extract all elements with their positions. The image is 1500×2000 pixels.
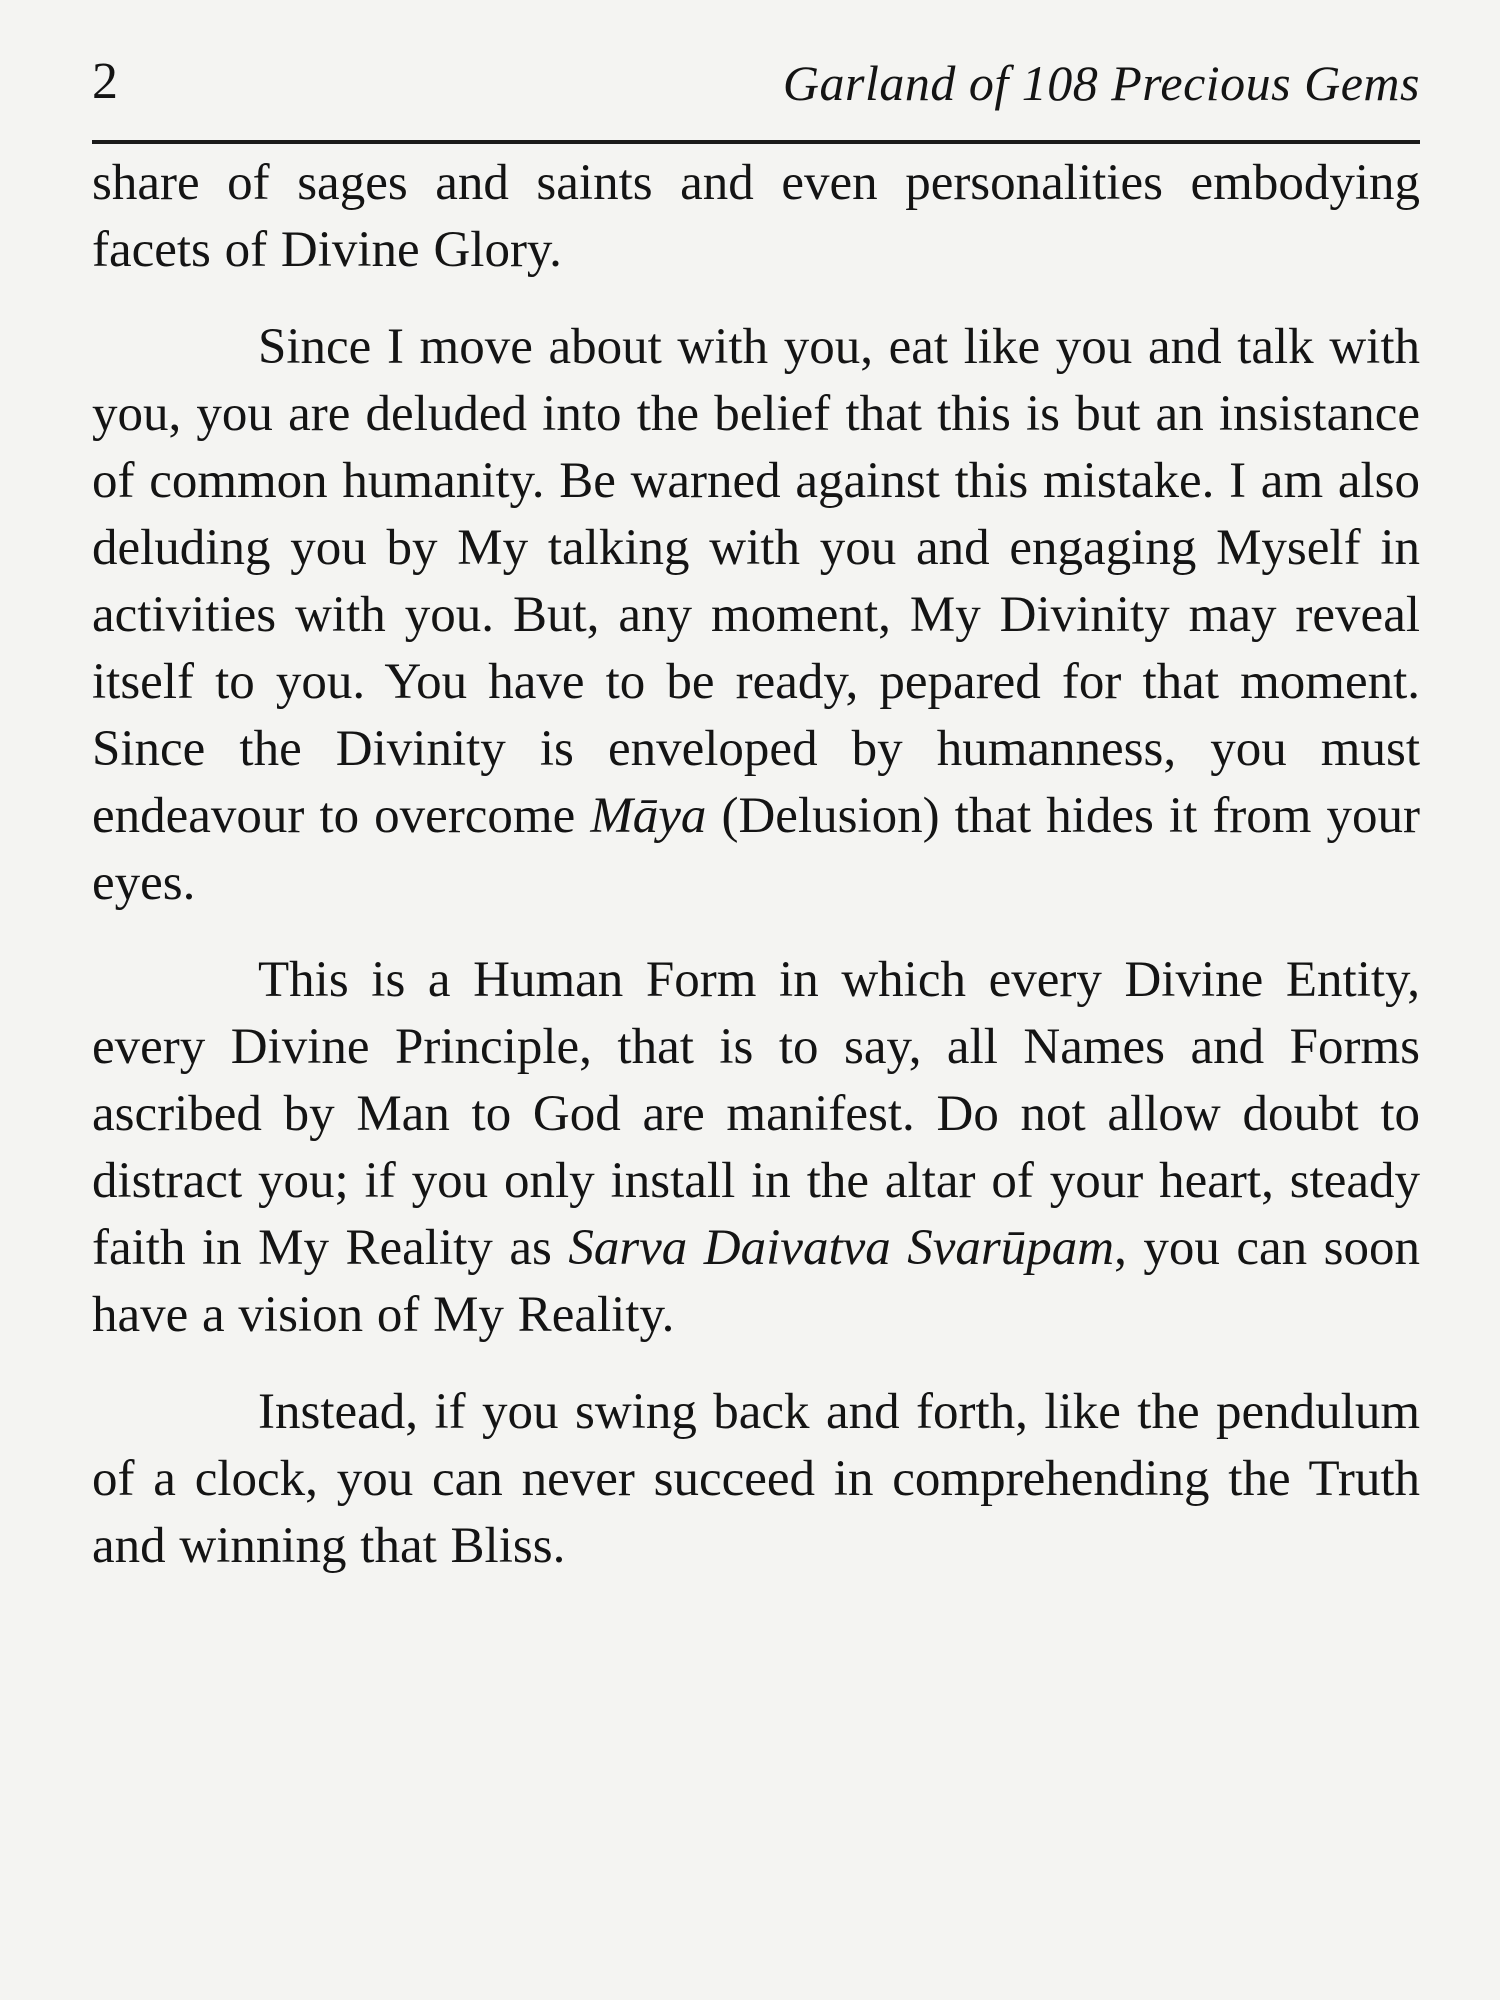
paragraph-2-italic-term: Māya: [590, 788, 707, 844]
paragraph-2-text-b: (Delusion) that hides it from your eyes.: [92, 788, 1420, 911]
paragraph-3-text-b: , you can soon have a vision of My Reality.: [92, 1220, 1420, 1343]
body-text: [92, 150, 1420, 1610]
paragraph-2: [92, 314, 1420, 917]
page-number: 2: [92, 53, 118, 110]
paragraph-4: [92, 1379, 1420, 1580]
paragraph-2-text-a: Since I move about with you, eat like you and talk with you, you are deluded into the belief that this is but an insistance of common humanity. Be warned against this mistake. I am also deluding you by My talking with you and engaging Myself in activities with you. But, any moment, My Divinity may reveal itself to you. You have to be ready, pepared for that moment. Since the Divinity is enveloped by humanness, you must endeavour to overcome: [92, 319, 1420, 844]
paragraph-3-italic-term: Sarva Daivatva Svarūpam: [568, 1220, 1115, 1276]
paragraph-4-text: Instead, if you swing back and forth, like the pendulum of a clock, you can never succeed in comprehending the Truth and winning that Bliss.: [92, 1384, 1420, 1574]
paragraph-3: [92, 947, 1420, 1349]
header-rule: [92, 140, 1420, 144]
running-title: Garland of 108 Precious Gems: [782, 55, 1420, 111]
paragraph-1-text: share of sages and saints and even personalities embodying facets of Divine Glory.: [92, 155, 1420, 278]
paragraph-1: [92, 150, 1420, 284]
running-head: [92, 48, 1420, 140]
paragraph-3-text-a: This is a Human Form in which every Divine Entity, every Divine Principle, that is to say, all Names and Forms ascribed by Man to God are manifest. Do not allow doubt to distract you; if you only install in the altar of your heart, steady faith in My Reality as: [92, 952, 1420, 1276]
